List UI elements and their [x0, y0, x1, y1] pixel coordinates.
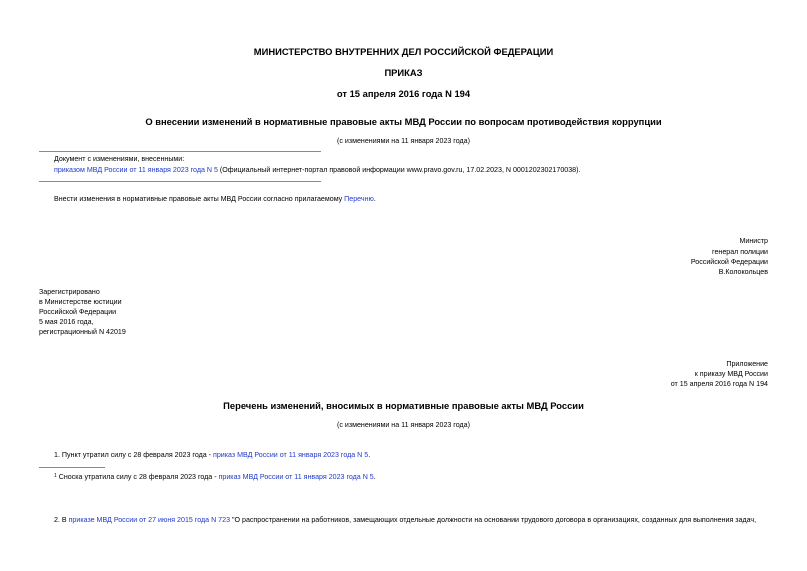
doc-title: О внесении изменений в нормативные правовые акты МВД России по вопросам противодействия коррупции	[145, 116, 662, 127]
appendix-label: Приложение	[726, 360, 768, 368]
changes-order-link[interactable]: приказом МВД России от 11 января 2023 года N 5	[54, 166, 218, 174]
changes-box-bottom-rule	[39, 181, 321, 182]
item-1-end: .	[368, 451, 371, 459]
changes-box-line	[54, 166, 580, 174]
registration-line-3: Российской Федерации	[39, 308, 117, 316]
changes-box-tail: (Официальный интернет-портал правовой информации www.pravo.gov.ru, 17.02.2023, N 0001202302170038).	[217, 166, 581, 174]
intro-text: Внести изменения в нормативные правовые акты МВД России согласно прилагаемому	[54, 195, 345, 203]
registration-line-5: регистрационный N 42019	[39, 328, 126, 336]
list-title: Перечень изменений, вносимых в нормативные правовые акты МВД России	[223, 400, 584, 411]
item-2-link[interactable]: приказе МВД России от 27 июня 2015 года N 723	[68, 516, 231, 524]
appendix-order-date: от 15 апреля 2016 года N 194	[670, 380, 768, 388]
item-1	[54, 451, 370, 459]
item-2-tail: "О распространении на работников, замещающих отдельные должности на основании трудового договора в организациях, созданных для выполнения задач,	[230, 516, 757, 524]
item-2-text: 2. В	[54, 516, 69, 524]
footnote-end: .	[373, 473, 376, 481]
registration-line-4: 5 мая 2016 года,	[39, 318, 94, 326]
signature-country: Российской Федерации	[690, 258, 768, 266]
signature-position: Министр	[739, 237, 768, 245]
footnote-text: Сноска утратила силу с 28 февраля 2023 года -	[56, 473, 219, 481]
intro-end: .	[373, 195, 376, 203]
registration-line-1: Зарегистрировано	[39, 288, 100, 296]
footnote-link[interactable]: приказ МВД России от 11 января 2023 года N 5	[218, 473, 374, 481]
amendment-note: (с изменениями на 11 января 2023 года)	[337, 137, 470, 145]
changes-box-label: Документ с изменениями, внесенными:	[54, 155, 185, 163]
footnote-marker: 1	[54, 473, 57, 479]
footnote-rule	[39, 467, 105, 468]
registration-line-2: в Министерстве юстиции	[39, 298, 122, 306]
signature-name: В.Колокольцев	[718, 268, 768, 276]
doc-date-number: от 15 апреля 2016 года N 194	[336, 88, 471, 99]
appendix-order-ref: к приказу МВД России	[694, 370, 768, 378]
item-2	[54, 516, 770, 524]
list-amendment-note: (с изменениями на 11 января 2023 года)	[337, 421, 470, 429]
changes-box-top-rule	[39, 151, 321, 152]
item-1-text: 1. Пункт утратил силу с 28 февраля 2023 года -	[54, 451, 214, 459]
list-link[interactable]: Перечню	[344, 195, 374, 203]
intro-paragraph	[54, 195, 376, 203]
signature-rank: генерал полиции	[712, 248, 768, 256]
footnote	[54, 473, 376, 481]
ministry-heading: МИНИСТЕРСТВО ВНУТРЕННИХ ДЕЛ РОССИЙСКОЙ ФЕДЕРАЦИИ	[253, 46, 554, 57]
item-1-link[interactable]: приказ МВД России от 11 января 2023 года N 5	[213, 451, 369, 459]
doc-type-heading: ПРИКАЗ	[384, 67, 423, 78]
